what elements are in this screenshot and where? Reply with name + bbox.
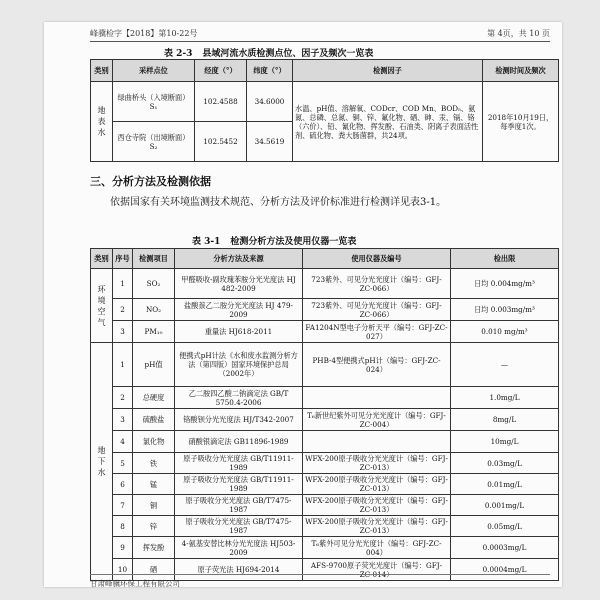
col-header: 采样点位	[113, 60, 195, 82]
instrument-cell: FA1204N型电子分析天平（编号：GFJ-ZC-027）	[303, 321, 451, 343]
table-row	[91, 343, 559, 387]
number-cell: 1	[113, 269, 133, 299]
limit-cell: 0.03mg/L	[451, 453, 559, 474]
header-rule	[90, 41, 550, 42]
instrument-cell: T₆新世纪紫外可见分光光度计（编号：GFJ-ZC-004）	[303, 409, 451, 431]
col-header: 序号	[113, 249, 133, 269]
number-cell: 8	[113, 516, 133, 537]
col-header: 检出限	[451, 249, 559, 269]
item-cell: 硒	[133, 559, 175, 581]
method-cell: 乙二胺四乙酸二钠滴定法 GB/T 5750.4-2006	[175, 387, 303, 409]
instrument-cell: PHB-4型便携式pH计（编号：GFJ-ZC-024）	[303, 343, 451, 387]
limit-cell: 0.010 mg/m³	[451, 321, 559, 343]
number-cell: 5	[113, 453, 133, 474]
table-3-1-caption: 表 3-1 检测分析方法及使用仪器一览表	[192, 237, 357, 247]
number-cell: 10	[113, 559, 133, 581]
longitude-cell: 102.4588	[195, 82, 247, 122]
number-cell: 1	[113, 343, 133, 387]
method-cell: 甲醛吸收-副玫瑰苯胺分光光度法 HJ 482-2009	[175, 269, 303, 299]
item-cell: 硫酸盐	[133, 409, 175, 431]
table-row	[91, 82, 559, 122]
latitude-cell: 34.6000	[247, 82, 293, 122]
method-cell: 重量法 HJ618-2011	[175, 321, 303, 343]
limit-cell: 日均 0.003mg/m³	[451, 299, 559, 321]
method-cell: 硝酸银滴定法 GB11896-1989	[175, 431, 303, 453]
factors-cell: 水温、pH值、溶解氧、CODcr、COD Mn、BOD₅、氨氮、总磷、总氮、铜、锌、氟化物、硒、砷、汞、镉、铬（六价）、铅、氰化物、挥发酚、石油类、阴离子表面活性剂、硫化物、粪大肠菌群，共24项。	[293, 82, 483, 162]
time-cell: 2018年10月19日，每季度1次。	[483, 82, 559, 162]
table-row	[91, 474, 559, 495]
category-cell: 地下水	[91, 343, 113, 581]
table-row	[91, 387, 559, 409]
table-row	[91, 453, 559, 474]
method-cell: 原子荧光法 HJ694-2014	[175, 559, 303, 581]
instrument-cell	[303, 431, 451, 453]
item-cell: 挥发酚	[133, 537, 175, 559]
table-row	[91, 431, 559, 453]
table-row	[91, 516, 559, 537]
number-cell: 6	[113, 474, 133, 495]
item-cell: 锌	[133, 516, 175, 537]
limit-cell: 1.0mg/L	[451, 387, 559, 409]
table-2-3	[90, 59, 559, 162]
table-header-row	[91, 249, 559, 269]
site-cell: 绿曲桥头（入境断面）S₁	[113, 82, 195, 122]
item-cell: 铁	[133, 453, 175, 474]
method-cell: 原子吸收分光光度法 GB/T7475-1987	[175, 495, 303, 516]
limit-cell: 8mg/L	[451, 409, 559, 431]
table-3-1	[90, 248, 559, 581]
limit-cell: 日均 0.004mg/m³	[451, 269, 559, 299]
number-cell: 4	[113, 431, 133, 453]
table-row	[91, 409, 559, 431]
method-cell: 4-氨基安替比林分光光度法 HJ503-2009	[175, 537, 303, 559]
footer-rule	[90, 574, 550, 575]
limit-cell: 0.0003mg/L	[451, 537, 559, 559]
col-header: 分析方法及来源	[175, 249, 303, 269]
table-2-3-caption: 表 2-3 县域河流水质检测点位、因子及频次一览表	[164, 49, 374, 59]
number-cell: 9	[113, 537, 133, 559]
instrument-cell: 723紫外、可见分光光度计（编号：GFJ-ZC-066）	[303, 299, 451, 321]
latitude-cell: 34.5619	[247, 122, 293, 162]
instrument-cell: WFX-200原子吸收分光光度计（编号：GFJ-ZC-013）	[303, 453, 451, 474]
item-cell: SO₂	[133, 269, 175, 299]
longitude-cell: 102.5452	[195, 122, 247, 162]
method-cell: 原子吸收分光光度法 GB/T7475-1987	[175, 516, 303, 537]
limit-cell: 0.001mg/L	[451, 495, 559, 516]
method-cell: 铬酸钡分光光度法 HJ/T342-2007	[175, 409, 303, 431]
table-row	[91, 269, 559, 299]
item-cell: 氯化物	[133, 431, 175, 453]
item-cell: pH值	[133, 343, 175, 387]
limit-cell: 0.05mg/L	[451, 516, 559, 537]
col-header: 纬度（°）	[247, 60, 293, 82]
col-header: 检测项目	[133, 249, 175, 269]
document-page	[44, 22, 562, 587]
number-cell: 7	[113, 495, 133, 516]
col-header: 检测因子	[293, 60, 483, 82]
item-cell: PM₁₀	[133, 321, 175, 343]
col-header: 类别	[91, 60, 113, 82]
instrument-cell: WFX-200原子吸收分光光度计（编号：GFJ-ZC-013）	[303, 474, 451, 495]
item-cell: NO₂	[133, 299, 175, 321]
limit-cell: 0.01mg/L	[451, 474, 559, 495]
number-cell: 3	[113, 409, 133, 431]
col-header: 检测时间及频次	[483, 60, 559, 82]
report-number: 峰骥检字【2018】第10-22号	[90, 29, 198, 38]
site-cell: 西仓寺院（出境断面）S₂	[113, 122, 195, 162]
limit-cell: 0.0004mg/L	[451, 559, 559, 581]
table-header-row	[91, 60, 559, 82]
section-paragraph: 依据国家有关环境监测技术规范、分析方法及评价标准进行检测详见表3-1。	[110, 197, 447, 208]
instrument-cell: T₆紫外可见分光光度计（编号：GFJ-ZC-004）	[303, 537, 451, 559]
page-indicator: 第 4页，共 10 页	[487, 29, 550, 38]
method-cell: 盐酸萘乙二胺分光光度法 HJ 479-2009	[175, 299, 303, 321]
company-footer: 甘肃峰骥环保工程有限公司	[90, 579, 180, 588]
method-cell: 原子吸收分光光度法 GB/T11911-1989	[175, 474, 303, 495]
limit-cell: —	[451, 343, 559, 387]
col-header: 使用仪器及编号	[303, 249, 451, 269]
instrument-cell: WFX-200原子吸收分光光度计（编号：GFJ-ZC-013）	[303, 495, 451, 516]
table-row	[91, 495, 559, 516]
page-header	[90, 28, 550, 40]
category-cell: 环境空气	[91, 269, 113, 343]
section-heading: 三、分析方法及检测依据	[90, 175, 211, 188]
limit-cell: 10mg/L	[451, 431, 559, 453]
instrument-cell	[303, 387, 451, 409]
table-row	[91, 299, 559, 321]
col-header: 经度（°）	[195, 60, 247, 82]
item-cell: 锰	[133, 474, 175, 495]
instrument-cell: WFX-200原子吸收分光光度计（编号：GFJ-ZC-013）	[303, 516, 451, 537]
col-header: 类别	[91, 249, 113, 269]
method-cell: 原子吸收分光光度法 GB/T11911-1989	[175, 453, 303, 474]
number-cell: 2	[113, 387, 133, 409]
item-cell: 铜	[133, 495, 175, 516]
table-row	[91, 321, 559, 343]
instrument-cell: AFS-9700原子荧光光度计（编号：GFJ-ZC-014）	[303, 559, 451, 581]
method-cell: 便携式pH计法《水和废水监测分析方法（第四版）国家环境保护总局（2002年）	[175, 343, 303, 387]
number-cell: 3	[113, 321, 133, 343]
item-cell: 总硬度	[133, 387, 175, 409]
number-cell: 2	[113, 299, 133, 321]
category-cell: 地表水	[91, 82, 113, 162]
table-row	[91, 537, 559, 559]
instrument-cell: 723紫外、可见分光光度计（编号：GFJ-ZC-066）	[303, 269, 451, 299]
